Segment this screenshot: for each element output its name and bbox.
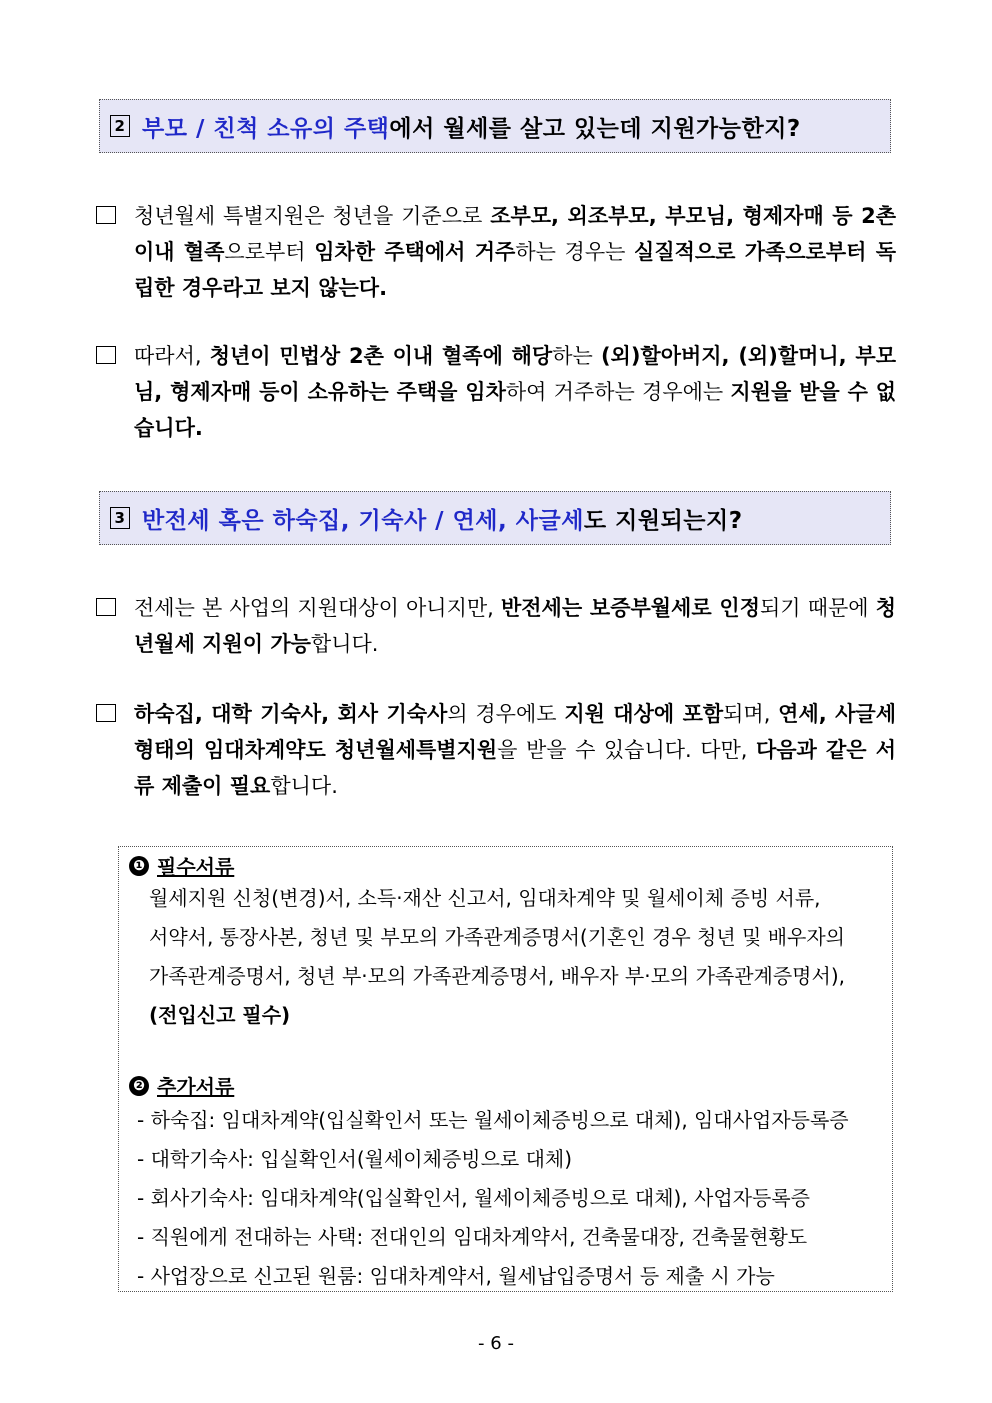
list-item: - 직원에게 전대하는 사택: 전대인의 임대차계약서, 건축물대장, 건축물현황도 (137, 1225, 808, 1249)
paragraph-text (134, 338, 896, 446)
text-segment: 하여 거주하는 경우에는 (505, 380, 731, 404)
paragraph-text (134, 696, 896, 804)
additional-docs-title: 추가서류 (157, 1075, 235, 1099)
section-3-heading (99, 491, 891, 545)
section-2-heading (99, 99, 891, 153)
required-docs-line: 월세지원 신청(변경)서, 소득·재산 신고서, 임대차계약 및 월세이체 증빙 서류, (149, 886, 821, 910)
text-segment: 따라서, (134, 344, 210, 368)
section-2-paragraph-2 (96, 338, 896, 446)
section-2-title-rest: 에서 월세를 살고 있는데 지원가능한지? (389, 115, 801, 142)
required-docs-list (149, 879, 887, 1035)
text-segment: 을 받을 수 있습니다. 다만, (497, 738, 756, 762)
text-segment: 되며, (723, 702, 779, 726)
text-segment: 하는 (552, 344, 601, 368)
paragraph-text (134, 198, 896, 306)
bold-text-segment: 지원 대상에 포함 (564, 702, 724, 726)
section-number-box: 3 (110, 507, 130, 529)
bold-text-segment: 반전세는 보증부월세로 인정 (500, 596, 760, 620)
bold-text-segment: (외)할아버지, (외)할머니, 부모님, 형제자매 등이 소유하는 주택을 임차 (134, 344, 896, 404)
required-docs-title: 필수서류 (157, 855, 235, 879)
section-3-title-highlight: 반전세 혹은 하숙집, 기숙사 / 연세, 사글세 (142, 507, 584, 534)
section-3-paragraph-1 (96, 590, 896, 662)
bold-text-segment: 다음과 같은 서류 제출이 필요 (134, 738, 896, 798)
list-item: - 하숙집: 임대차계약(입실확인서 또는 월세이체증빙으로 대체), 임대사업자등록증 (137, 1108, 849, 1132)
section-number-box: 2 (110, 115, 130, 137)
additional-docs-list (137, 1101, 849, 1296)
text-segment: 하는 경우는 (515, 240, 635, 264)
bold-text-segment: 조부모, 외조부모, 부모님, 형제자매 등 2촌 이내 혈족 (134, 204, 896, 264)
required-docs-note: (전입신고 필수) (149, 1003, 291, 1027)
checkbox-bullet-icon (96, 346, 116, 364)
bold-text-segment: 임차한 주택에서 거주 (314, 240, 516, 264)
section-3-title-rest: 도 지원되는지? (583, 507, 743, 534)
required-docs-heading (129, 851, 234, 880)
section-3-paragraph-2 (96, 696, 896, 804)
required-docs-line: 가족관계증명서, 청년 부·모의 가족관계증명서, 배우자 부·모의 가족관계증명서), (149, 964, 845, 988)
text-segment: 전세는 본 사업의 지원대상이 아니지만, (134, 596, 501, 620)
bold-text-segment: 하숙집, 대학 기숙사, 회사 기숙사 (134, 702, 448, 726)
section-2-title-highlight: 부모 / 친척 소유의 주택 (142, 115, 390, 142)
number-one-icon: ❶ (129, 856, 149, 876)
paragraph-text (134, 590, 896, 662)
required-docs-line: 서약서, 통장사본, 청년 및 부모의 가족관계증명서(기혼인 경우 청년 및 배우자의 (149, 925, 845, 949)
list-item: - 사업장으로 신고된 원룸: 임대차계약서, 월세납입증명서 등 제출 시 가능 (137, 1264, 775, 1288)
page-number: - 6 - (478, 1333, 514, 1354)
bold-text-segment: 청년월세 지원이 가능 (134, 596, 896, 656)
text-segment: 의 경우에도 (447, 702, 565, 726)
number-two-icon: ❷ (129, 1076, 149, 1096)
text-segment: 으로부터 (224, 240, 315, 264)
bold-text-segment: 실질적으로 가족으로부터 독립한 경우라고 보지 않는다. (134, 240, 896, 300)
text-segment: 되기 때문에 (759, 596, 876, 620)
checkbox-bullet-icon (96, 206, 116, 224)
additional-docs-heading (129, 1071, 234, 1100)
text-segment: 청년월세 특별지원은 청년을 기준으로 (134, 204, 491, 228)
section-2-paragraph-1 (96, 198, 896, 306)
list-item: - 회사기숙사: 임대차계약(입실확인서, 월세이체증빙으로 대체), 사업자등록증 (137, 1186, 810, 1210)
text-segment: 합니다. (270, 774, 338, 798)
checkbox-bullet-icon (96, 704, 116, 722)
text-segment: 합니다. (310, 632, 379, 656)
checkbox-bullet-icon (96, 598, 116, 616)
bold-text-segment: 연세, 사글세 형태의 임대차계약도 청년월세특별지원 (134, 702, 896, 762)
list-item: - 대학기숙사: 입실확인서(월세이체증빙으로 대체) (137, 1147, 573, 1171)
required-documents-box (118, 846, 893, 1292)
bold-text-segment: 청년이 민법상 2촌 이내 혈족에 해당 (209, 344, 553, 368)
bold-text-segment: 지원을 받을 수 없습니다. (134, 380, 897, 440)
